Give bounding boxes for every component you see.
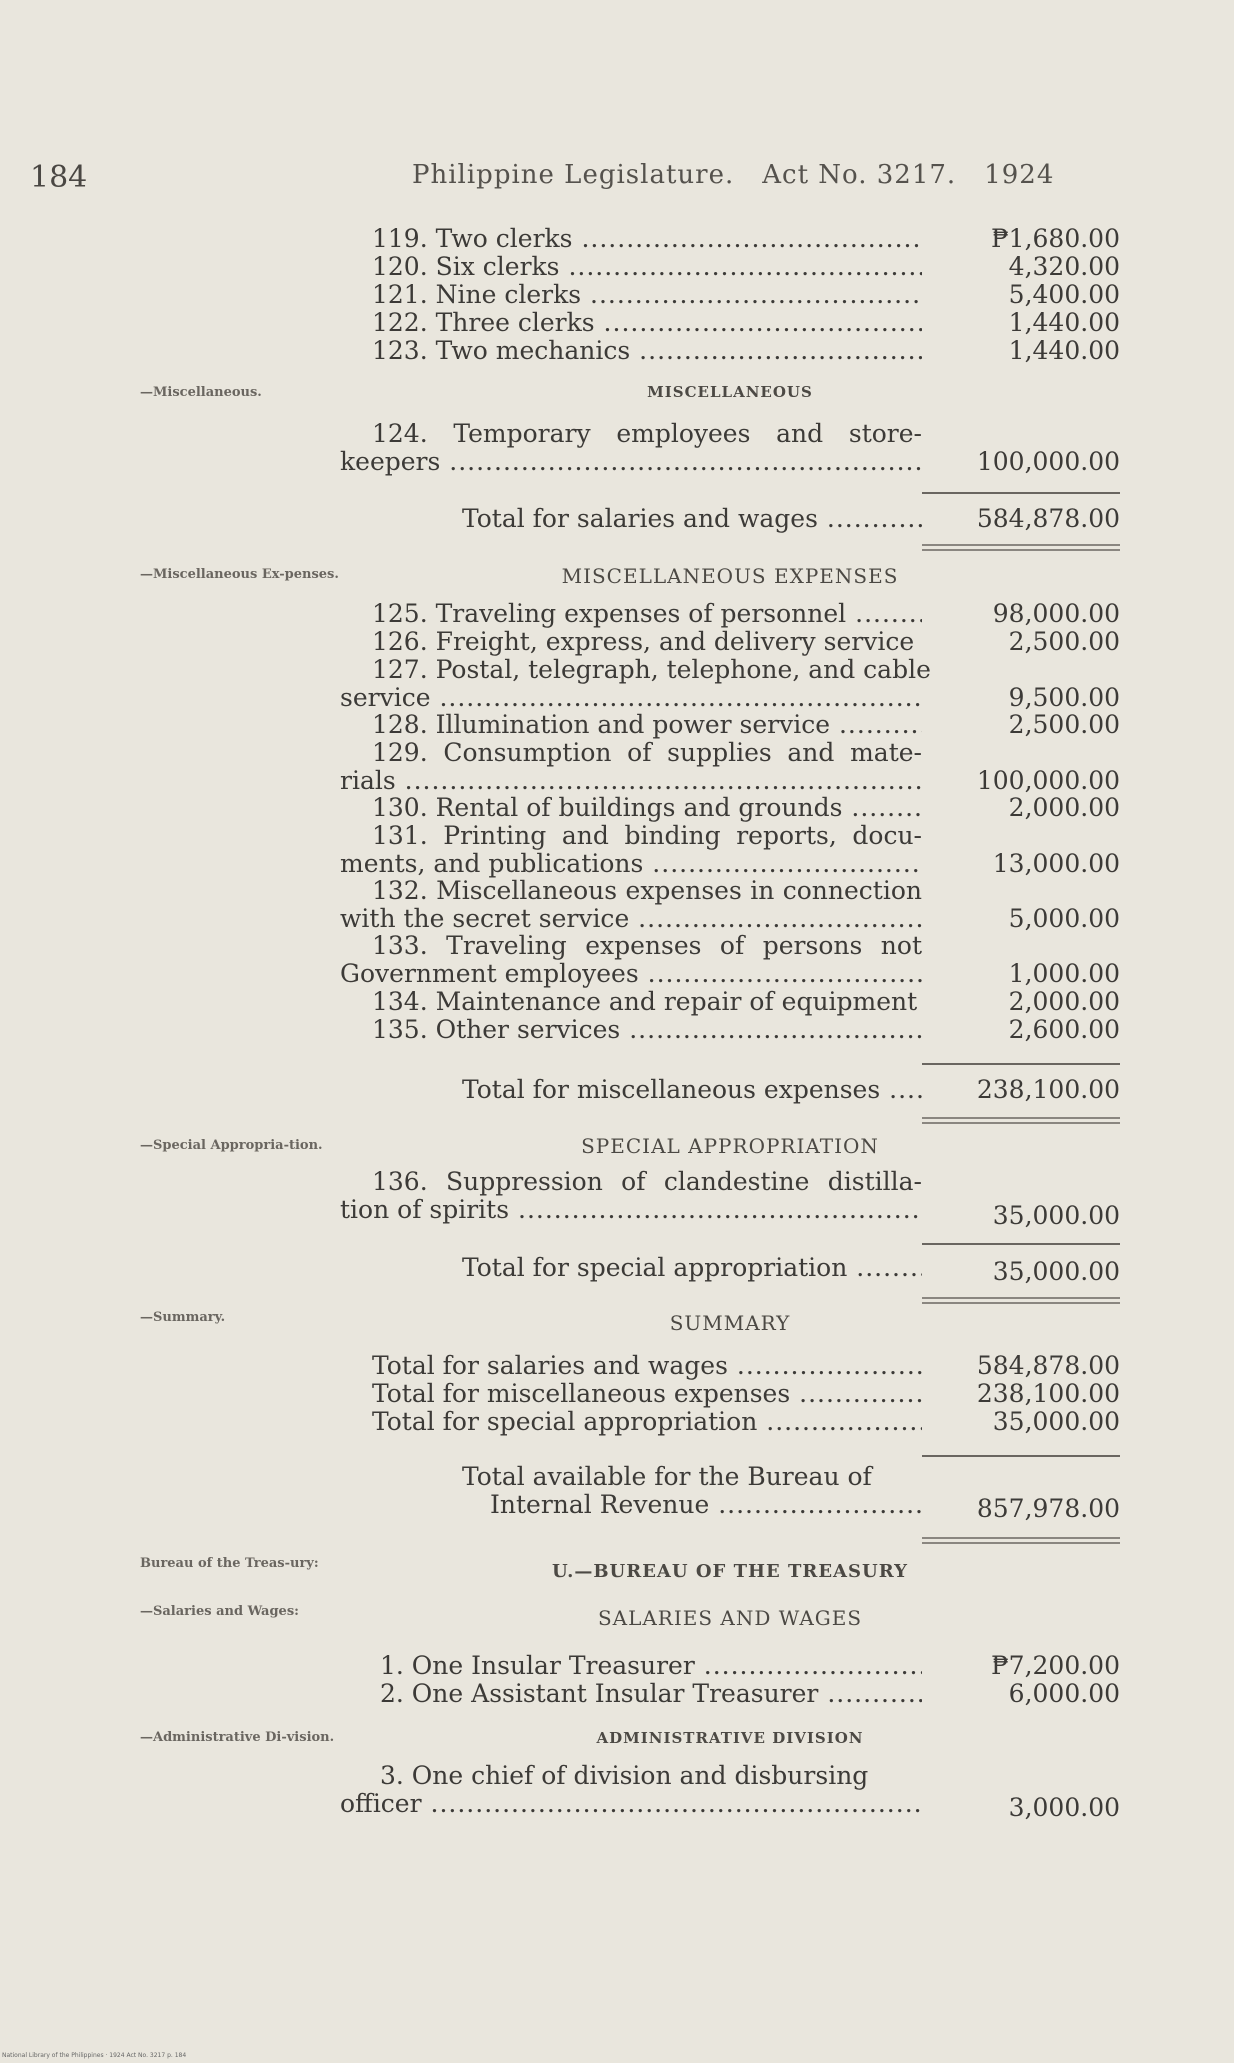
rule — [922, 1243, 1120, 1245]
margin-note-treasury: Bureau of the Treas-ury: — [140, 1556, 319, 1571]
line-item: 128. Illumination and power service ..... 2,500.00 — [340, 711, 1120, 739]
item-131-line1: 131. Printing and binding reports, docu- — [372, 821, 922, 850]
section-heading-admin: ADMINISTRATIVE DIVISION — [596, 1729, 864, 1747]
line-item: 134. Maintenance and repair of equipment 2,000.00 — [372, 987, 1120, 1016]
double-rule — [922, 1117, 1120, 1124]
line-item: 1. One Insular Treasurer ..... ₱7,200.00 — [340, 1652, 1120, 1680]
line-item: 123. Two mechanics ..... 1,440.00 — [340, 337, 1120, 365]
total-available-line1: Total available for the Bureau of — [462, 1462, 872, 1491]
double-rule — [922, 1297, 1120, 1304]
section-heading-summary: SUMMARY — [669, 1311, 791, 1335]
line-item: Total for miscellaneous expenses ..... 238,100.00 — [340, 1380, 1120, 1408]
section-heading-salaries: SALARIES AND WAGES — [597, 1606, 863, 1630]
line-item: Total for salaries and wages ..... 584,878.00 — [340, 1352, 1120, 1380]
item-3-line1: 3. One chief of division and disbursing — [380, 1761, 869, 1790]
margin-note-summary: —Summary. — [140, 1310, 226, 1325]
line-item: rials ..... 100,000.00 — [340, 767, 1120, 795]
line-item: 2. One Assistant Insular Treasurer ..... 6,000.00 — [340, 1680, 1120, 1708]
double-rule — [922, 1537, 1120, 1544]
running-head — [412, 160, 1054, 190]
total-row: Total for miscellaneous expenses ..... 238,100.00 — [340, 1076, 1120, 1104]
line-item: 125. Traveling expenses of personnel ..... 98,000.00 — [340, 600, 1120, 628]
line-item: 122. Three clerks ..... 1,440.00 — [340, 309, 1120, 337]
total-row: Total for special appropriation ..... 35,000.00 — [340, 1254, 1120, 1282]
margin-note-admin: —Administrative Di-vision. — [140, 1730, 335, 1745]
section-heading-miscellaneous: MISCELLANEOUS — [647, 383, 813, 401]
section-heading-misc-expenses: MISCELLANEOUS EXPENSES — [561, 564, 899, 588]
line-item: tion of spirits ..... 35,000.00 — [340, 1196, 1120, 1224]
line-item: 130. Rental of buildings and grounds ..... 2,000.00 — [340, 794, 1120, 822]
scan-footer: National Library of the Philippines · 1924 Act No. 3217 p. 184 — [2, 2052, 187, 2059]
item-136-line1: 136. Suppression of clandestine distilla- — [372, 1167, 922, 1196]
line-item: 135. Other services ..... 2,600.00 — [340, 1016, 1120, 1044]
line-item: service ..... 9,500.00 — [340, 684, 1120, 712]
section-heading-treasury: U.—BUREAU OF THE TREASURY — [552, 1561, 908, 1582]
section-heading-special: SPECIAL APPROPRIATION — [581, 1134, 879, 1158]
line-item: 119. Two clerks ..... ₱1,680.00 — [340, 225, 1120, 253]
rule — [922, 1063, 1120, 1065]
line-item: keepers ..... 100,000.00 — [340, 448, 1120, 476]
item-124-line1: 124. Temporary employees and store- — [372, 419, 922, 448]
double-rule — [922, 544, 1120, 551]
item-132-line1: 132. Miscellaneous expenses in connection — [372, 876, 922, 905]
margin-note-salaries: —Salaries and Wages: — [140, 1604, 299, 1619]
legislature-title: Philippine Legislature. — [412, 160, 735, 190]
line-item: 121. Nine clerks ..... 5,400.00 — [340, 281, 1120, 309]
item-129-line1: 129. Consumption of supplies and mate- — [372, 738, 922, 767]
item-133-line1: 133. Traveling expenses of persons not — [372, 931, 922, 960]
line-item: ments, and publications ..... 13,000.00 — [340, 850, 1120, 878]
total-available-row: Internal Revenue ..... 857,978.00 — [340, 1491, 1120, 1519]
item-127-line1: 127. Postal, telegraph, telephone, and cable — [372, 655, 931, 684]
line-item: Government employees ..... 1,000.00 — [340, 960, 1120, 988]
rule — [922, 1455, 1120, 1457]
line-item: officer ..... 3,000.00 — [340, 1790, 1120, 1818]
margin-note-misc-expenses: —Miscellaneous Ex-penses. — [140, 567, 339, 582]
page-number: 184 — [30, 160, 88, 195]
line-item: with the secret service ..... 5,000.00 — [340, 905, 1120, 933]
total-row: Total for salaries and wages ..... 584,878.00 — [340, 505, 1120, 533]
year: 1924 — [984, 160, 1055, 190]
margin-note-miscellaneous: —Miscellaneous. — [140, 385, 262, 400]
margin-note-special: —Special Appropria-tion. — [140, 1138, 323, 1153]
rule — [922, 492, 1120, 494]
line-item: 126. Freight, express, and delivery service 2,500.00 — [372, 627, 1120, 656]
line-item: 120. Six clerks ..... 4,320.00 — [340, 253, 1120, 281]
act-number: Act No. 3217. — [762, 160, 957, 190]
line-item: Total for special appropriation ..... 35,000.00 — [340, 1408, 1120, 1436]
